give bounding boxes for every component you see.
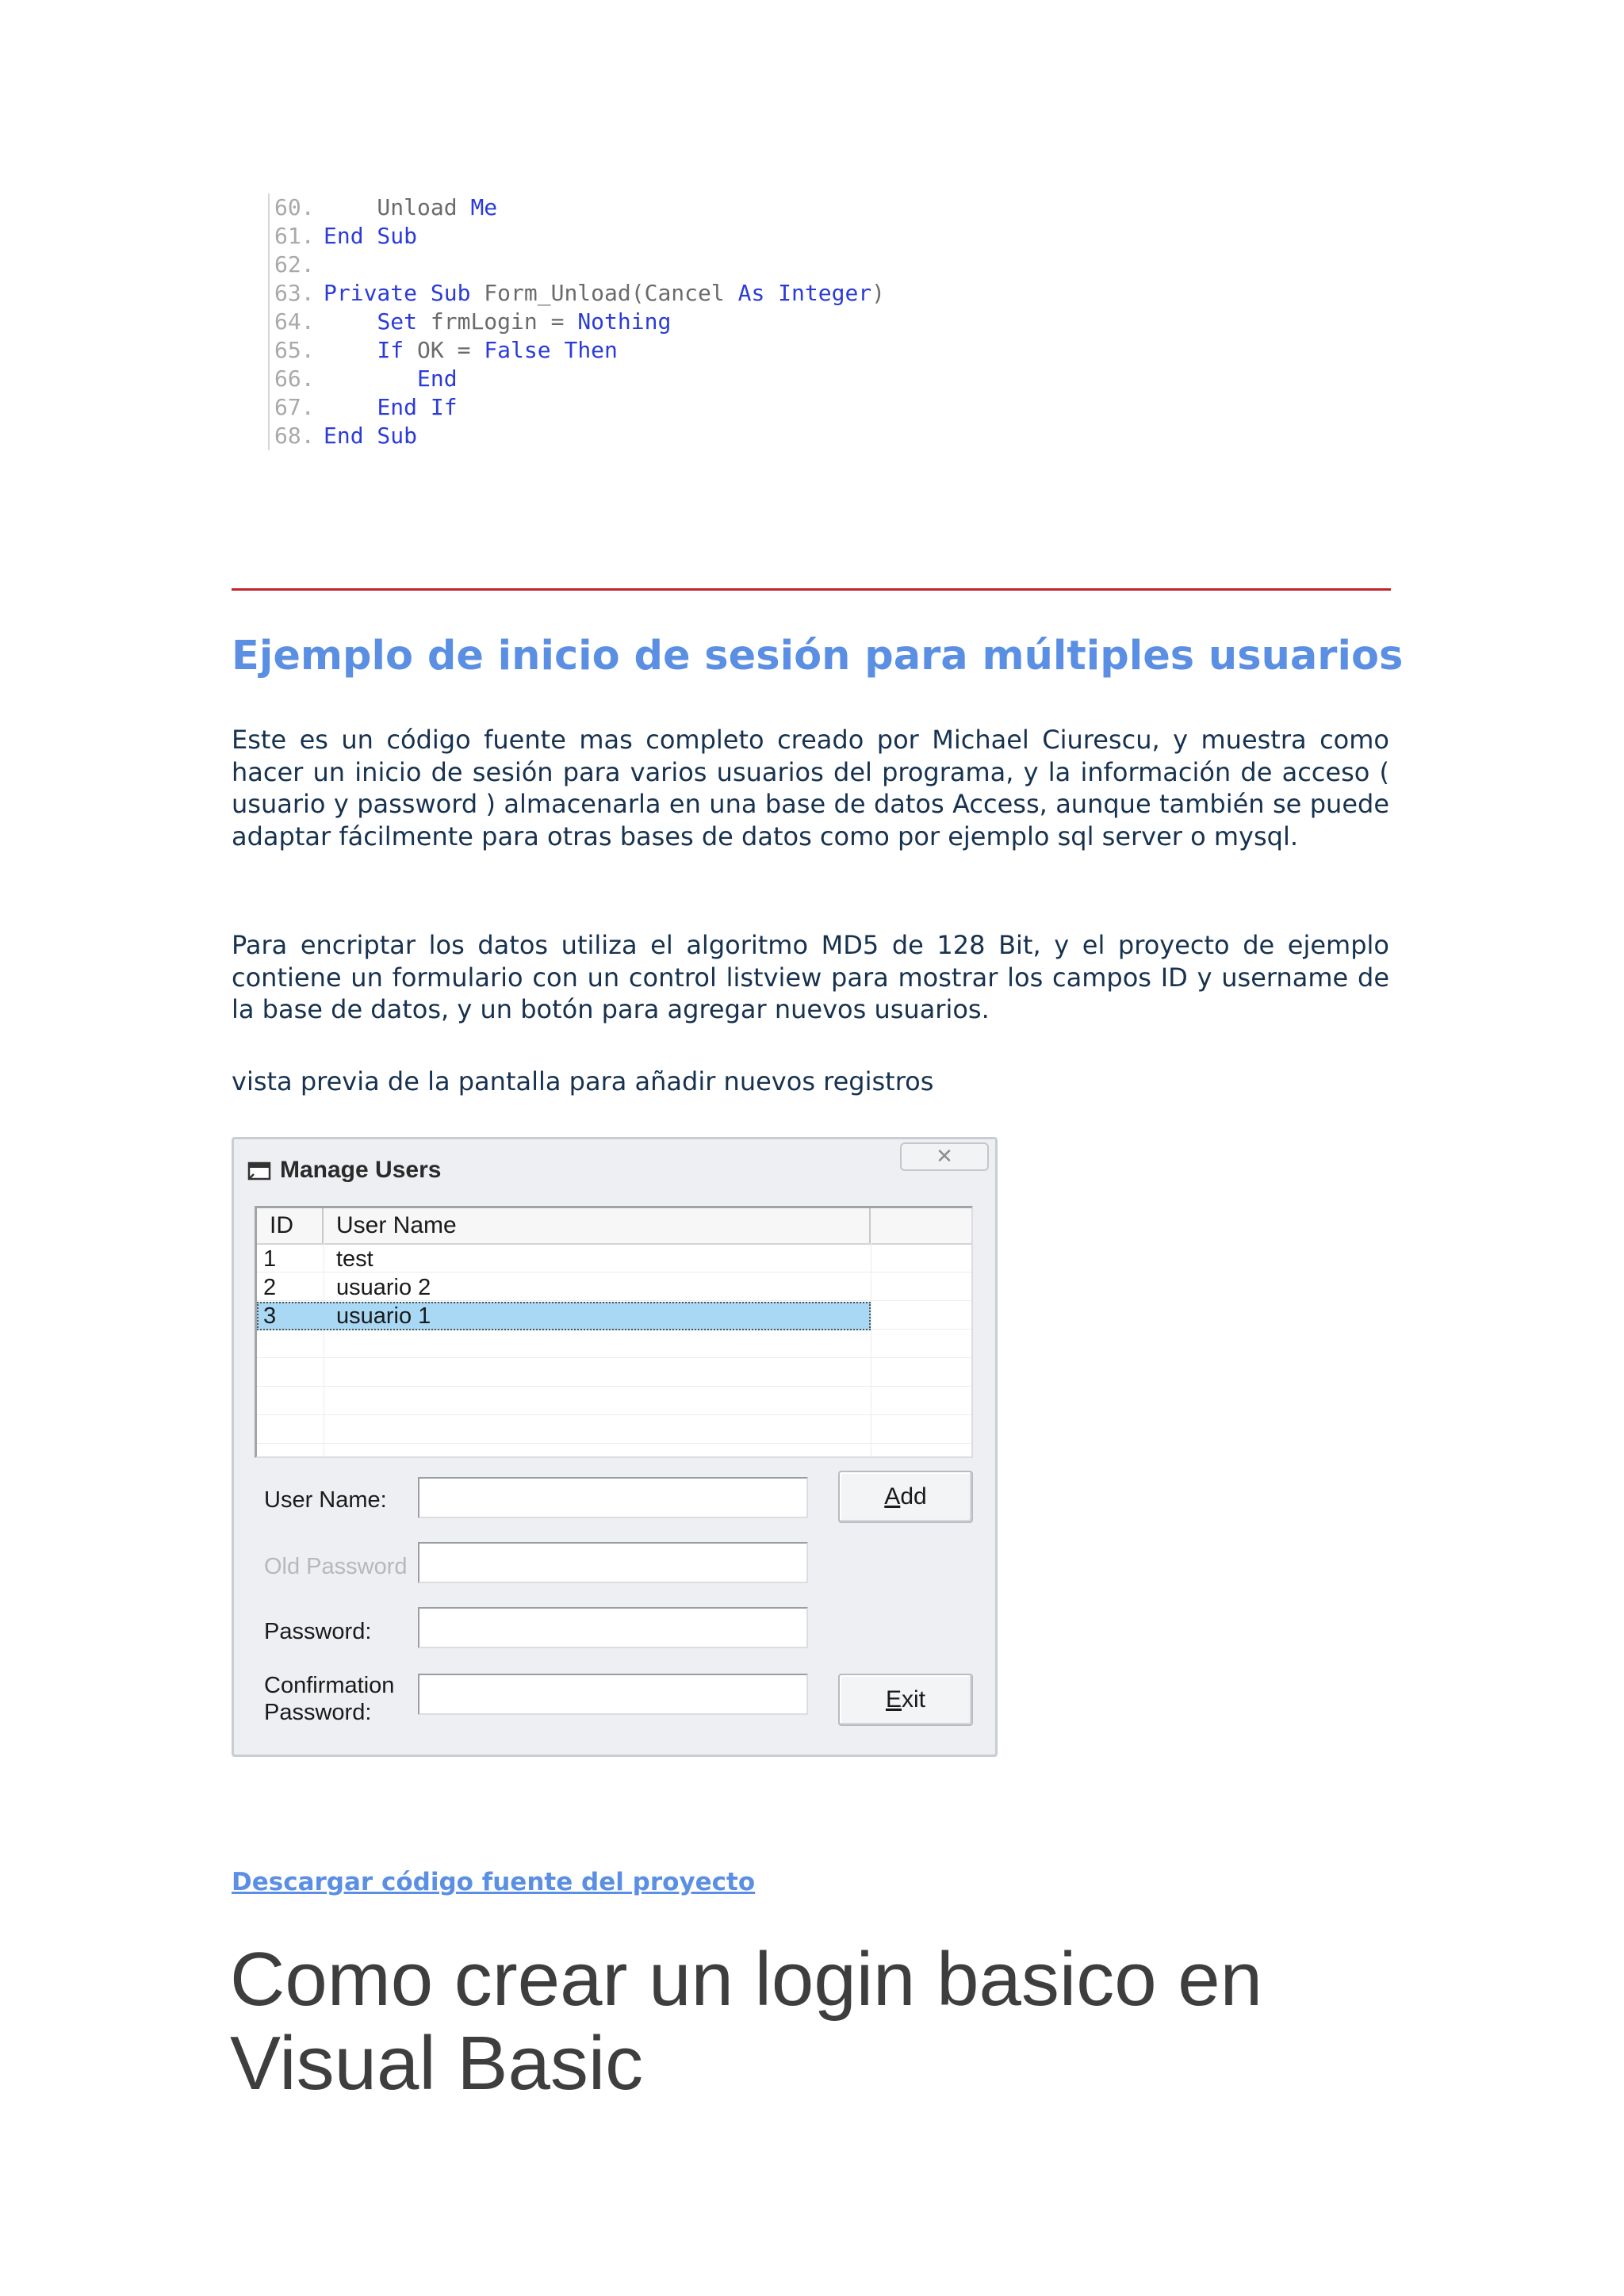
- grid-line: [257, 1357, 971, 1358]
- line-number: 64.: [274, 308, 315, 335]
- code-line: [274, 193, 885, 222]
- code-line: [274, 422, 885, 450]
- window-icon: [247, 1158, 274, 1182]
- code-text: [324, 337, 377, 363]
- download-source-link[interactable]: Descargar código fuente del proyecto: [232, 1868, 756, 1896]
- code-line: [274, 279, 885, 308]
- code-keyword: End Sub: [324, 223, 418, 249]
- list-item-user-name: test: [336, 1246, 373, 1272]
- paragraph-description: Este es un código fuente mas completo creado por Michael Ciurescu, y muestra como hacer un inicio de sesión para varios usuarios del programa, y la información de acceso ( usuario y password ) almacenarla en una base de datos Access, aunque también se puede adaptar fácilmente para otras bases de datos como por ejemplo sql server o mysql.: [232, 725, 1389, 851]
- confirmation-password-input[interactable]: [418, 1674, 808, 1715]
- users-listview[interactable]: [255, 1206, 973, 1458]
- column-header-id[interactable]: ID: [257, 1208, 324, 1243]
- code-keyword: End: [417, 365, 458, 392]
- code-line: [274, 336, 885, 365]
- article-title: Como crear un login basico en Visual Basic: [230, 1937, 1263, 2106]
- password-input[interactable]: [418, 1607, 808, 1648]
- code-keyword: End Sub: [324, 423, 418, 449]
- list-item[interactable]: [257, 1245, 871, 1273]
- code-keyword: End If: [377, 394, 458, 420]
- old-password-input: [418, 1542, 808, 1583]
- section-heading: Ejemplo de inicio de sesión para múltiples usuarios: [232, 633, 1404, 679]
- code-keyword: As Integer: [737, 280, 872, 306]
- grid-line: [257, 1443, 971, 1444]
- code-line: [274, 251, 885, 279]
- code-text: frmLogin =: [417, 308, 578, 335]
- list-item-id: 1: [263, 1246, 277, 1272]
- code-text: [324, 365, 417, 392]
- exit-button[interactable]: Exit: [838, 1674, 973, 1726]
- list-item-user-name: usuario 1: [336, 1303, 431, 1329]
- section-separator: [232, 588, 1391, 591]
- list-item-id: 2: [263, 1275, 277, 1300]
- code-text: Unload: [324, 194, 471, 220]
- code-keyword: Private Sub: [324, 280, 485, 306]
- code-line: [274, 222, 885, 251]
- code-text: Form_Unload(Cancel: [484, 280, 738, 306]
- user-name-label: User Name:: [264, 1487, 387, 1513]
- code-text: [324, 394, 377, 420]
- user-name-input[interactable]: [418, 1477, 808, 1518]
- code-listing: [268, 193, 885, 450]
- code-keyword: Nothing: [577, 308, 672, 335]
- confirmation-label: [264, 1672, 394, 1726]
- grid-line: [257, 1386, 971, 1387]
- code-line: [274, 393, 885, 422]
- line-number: 62.: [274, 251, 315, 277]
- list-item[interactable]: [257, 1302, 871, 1330]
- code-keyword: Me: [470, 194, 498, 220]
- confirmation-label-line1: Confirmation: [264, 1673, 395, 1698]
- code-keyword: False Then: [484, 337, 618, 363]
- code-keyword: If: [377, 337, 404, 363]
- line-number: 66.: [274, 365, 315, 392]
- grid-line: [257, 1414, 971, 1415]
- code-line: [274, 365, 885, 393]
- line-number: 67.: [274, 394, 315, 420]
- close-icon[interactable]: ✕: [900, 1142, 989, 1171]
- line-number: 61.: [274, 223, 315, 249]
- paragraph-encryption: Para encriptar los datos utiliza el algoritmo MD5 de 128 Bit, y el proyecto de ejemplo contiene un formulario con un control listview para mostrar los campos ID y username de la base de datos, y un botón para agregar nuevos usuarios.: [232, 930, 1389, 1024]
- add-button[interactable]: Add: [838, 1471, 973, 1523]
- column-header-user-name[interactable]: User Name: [324, 1208, 871, 1243]
- manage-users-dialog: [232, 1137, 998, 1757]
- line-number: 65.: [274, 337, 315, 363]
- line-number: 68.: [274, 423, 315, 449]
- dialog-title: Manage Users: [280, 1157, 442, 1183]
- confirmation-label-line2: Password:: [264, 1700, 372, 1725]
- listview-header: [257, 1208, 971, 1245]
- line-number: 60.: [274, 194, 315, 220]
- code-line: [274, 308, 885, 336]
- code-text: [324, 308, 377, 335]
- password-label: Password:: [264, 1619, 372, 1644]
- code-text: OK =: [404, 337, 485, 363]
- old-password-label: Old Password: [264, 1554, 408, 1579]
- list-item-id: 3: [263, 1303, 277, 1329]
- paragraph-preview-caption: vista previa de la pantalla para añadir nuevos registros: [232, 1066, 934, 1096]
- line-number: 63.: [274, 280, 315, 306]
- code-text: ): [871, 280, 886, 306]
- list-item[interactable]: [257, 1273, 871, 1302]
- list-item-user-name: usuario 2: [336, 1275, 431, 1300]
- code-keyword: Set: [377, 308, 418, 335]
